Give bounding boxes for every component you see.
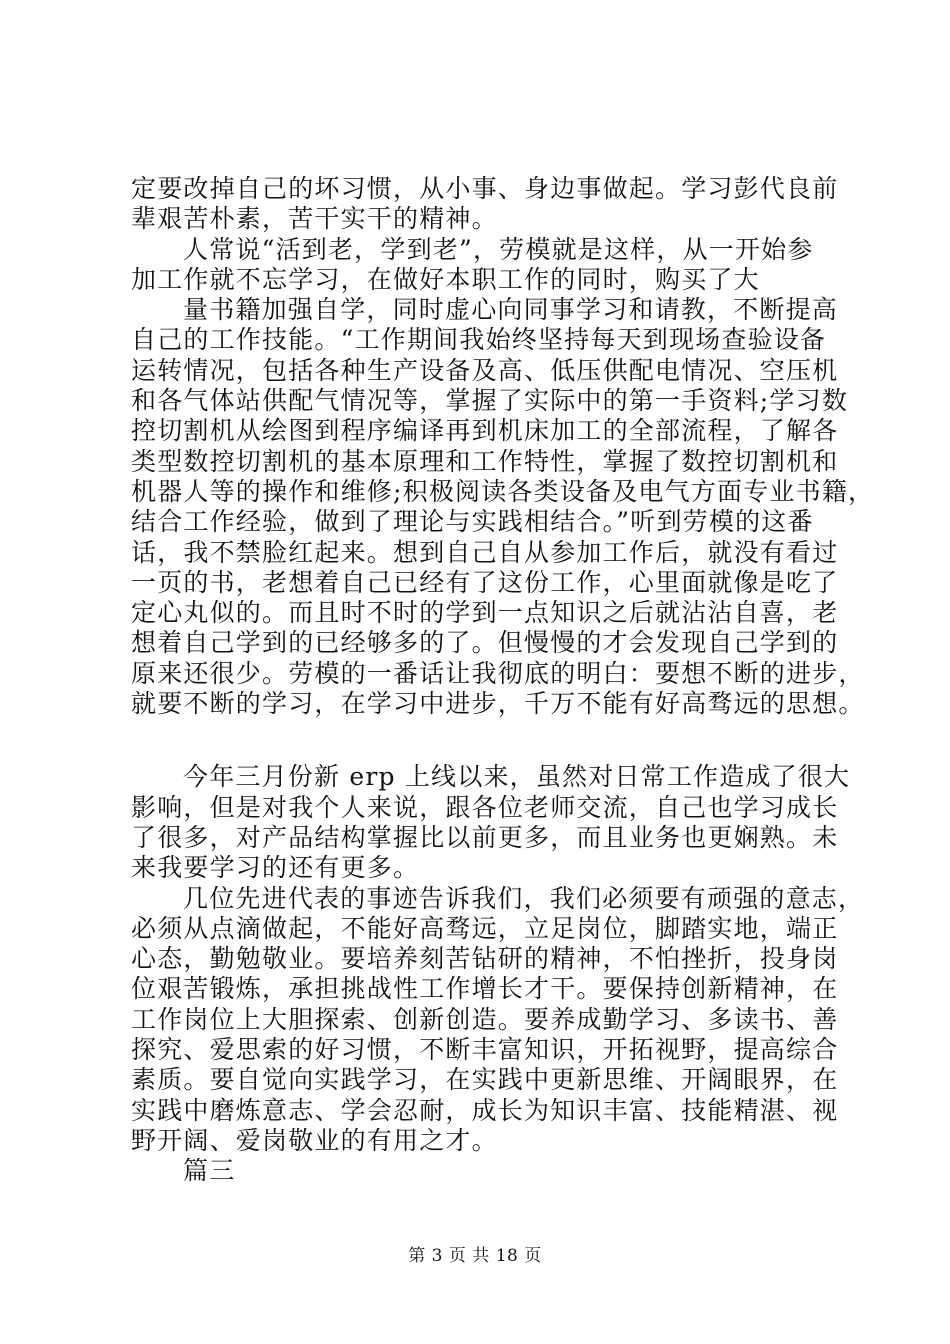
text-line: 心态，勤勉敬业。要培养刻苦钻研的精神，不怕挫折，投身岗 — [131, 944, 839, 974]
text-line: 人常说“活到老，学到老”，劳模就是这样，从一开始参 — [183, 234, 814, 264]
text-line: 影响，但是对我个人来说，跟各位老师交流，自己也学习成长 — [131, 792, 839, 822]
text-line: 了很多，对产品结构掌握比以前更多，而且业务也更娴熟。未 — [131, 822, 839, 852]
text-line: 原来还很少。劳模的一番话让我彻底的明白：要想不断的进步， — [131, 658, 865, 688]
text-line: 自己的工作技能。“工作期间我始终坚持每天到现场查验设备 — [131, 325, 827, 355]
text-line: 位艰苦锻炼，承担挑战性工作增长才干。要保持创新精神，在 — [131, 974, 839, 1004]
document-body — [131, 174, 875, 1187]
text-line: 实践中磨炼意志、学会忍耐，成长为知识丰富、技能精湛、视 — [131, 1095, 839, 1125]
text-line: 定要改掉自己的坏习惯，从小事、身边事做起。学习彭代良前 — [131, 174, 839, 203]
text-line: 野开阔、爱岗敬业的有用之才。 — [131, 1125, 498, 1155]
text-line: 几位先进代表的事迹告诉我们，我们必须要有顽强的意志， — [183, 883, 865, 913]
text-line: 想着自己学到的已经够多的了。但慢慢的才会发现自己学到的 — [131, 628, 839, 658]
text-line: 今年三月份新 erp 上线以来，虽然对日常工作造成了很大 — [183, 762, 851, 792]
page-footer — [0, 1245, 950, 1267]
text-line: 一页的书，老想着自己已经有了这份工作，心里面就像是吃了 — [131, 567, 839, 597]
page-number-label: 第 3 页 共 18 页 — [408, 1246, 542, 1266]
text-line: 探究、爱思索的好习惯，不断丰富知识，开拓视野，提高综合 — [131, 1035, 839, 1065]
text-line: 和各气体站供配气情况等，掌握了实际中的第一手资料;学习数 — [131, 386, 849, 416]
text-line: 机器人等的操作和维修;积极阅读各类设备及电气方面专业书籍， — [131, 476, 875, 506]
text-line: 素质。要自觉向实践学习，在实践中更新思维、开阔眼界，在 — [131, 1065, 839, 1095]
text-line: 就要不断的学习，在学习中进步，千万不能有好高骛远的思想。 — [131, 689, 865, 719]
text-line: 运转情况，包括各种生产设备及高、低压供配电情况、空压机 — [131, 355, 839, 385]
text-line: 必须从点滴做起，不能好高骛远，立足岗位，脚踏实地，端正 — [131, 913, 839, 943]
text-line: 控切割机从绘图到程序编译再到机床加工的全部流程，了解各 — [131, 416, 839, 446]
text-line: 话，我不禁脸红起来。想到自己自从参加工作后，就没有看过 — [131, 537, 839, 567]
text-line: 量书籍加强自学，同时虚心向同事学习和请教，不断提高 — [183, 295, 839, 325]
text-line: 工作岗位上大胆探索、创新创造。要养成勤学习、多读书、善 — [131, 1004, 839, 1034]
text-line: 辈艰苦朴素，苦干实干的精神。 — [131, 204, 498, 234]
text-line: 结合工作经验，做到了理论与实践相结合。”听到劳模的这番 — [131, 507, 814, 537]
section-heading: 篇三 — [183, 1156, 236, 1186]
text-line: 加工作就不忘学习，在做好本职工作的同时，购买了大 — [131, 264, 760, 294]
text-line: 定心丸似的。而且时不时的学到一点知识之后就沾沾自喜，老 — [131, 598, 839, 628]
paragraph-gap — [131, 719, 831, 762]
text-line: 来我要学习的还有更多。 — [131, 853, 420, 883]
text-line: 类型数控切割机的基本原理和工作特性，掌握了数控切割机和 — [131, 446, 839, 476]
